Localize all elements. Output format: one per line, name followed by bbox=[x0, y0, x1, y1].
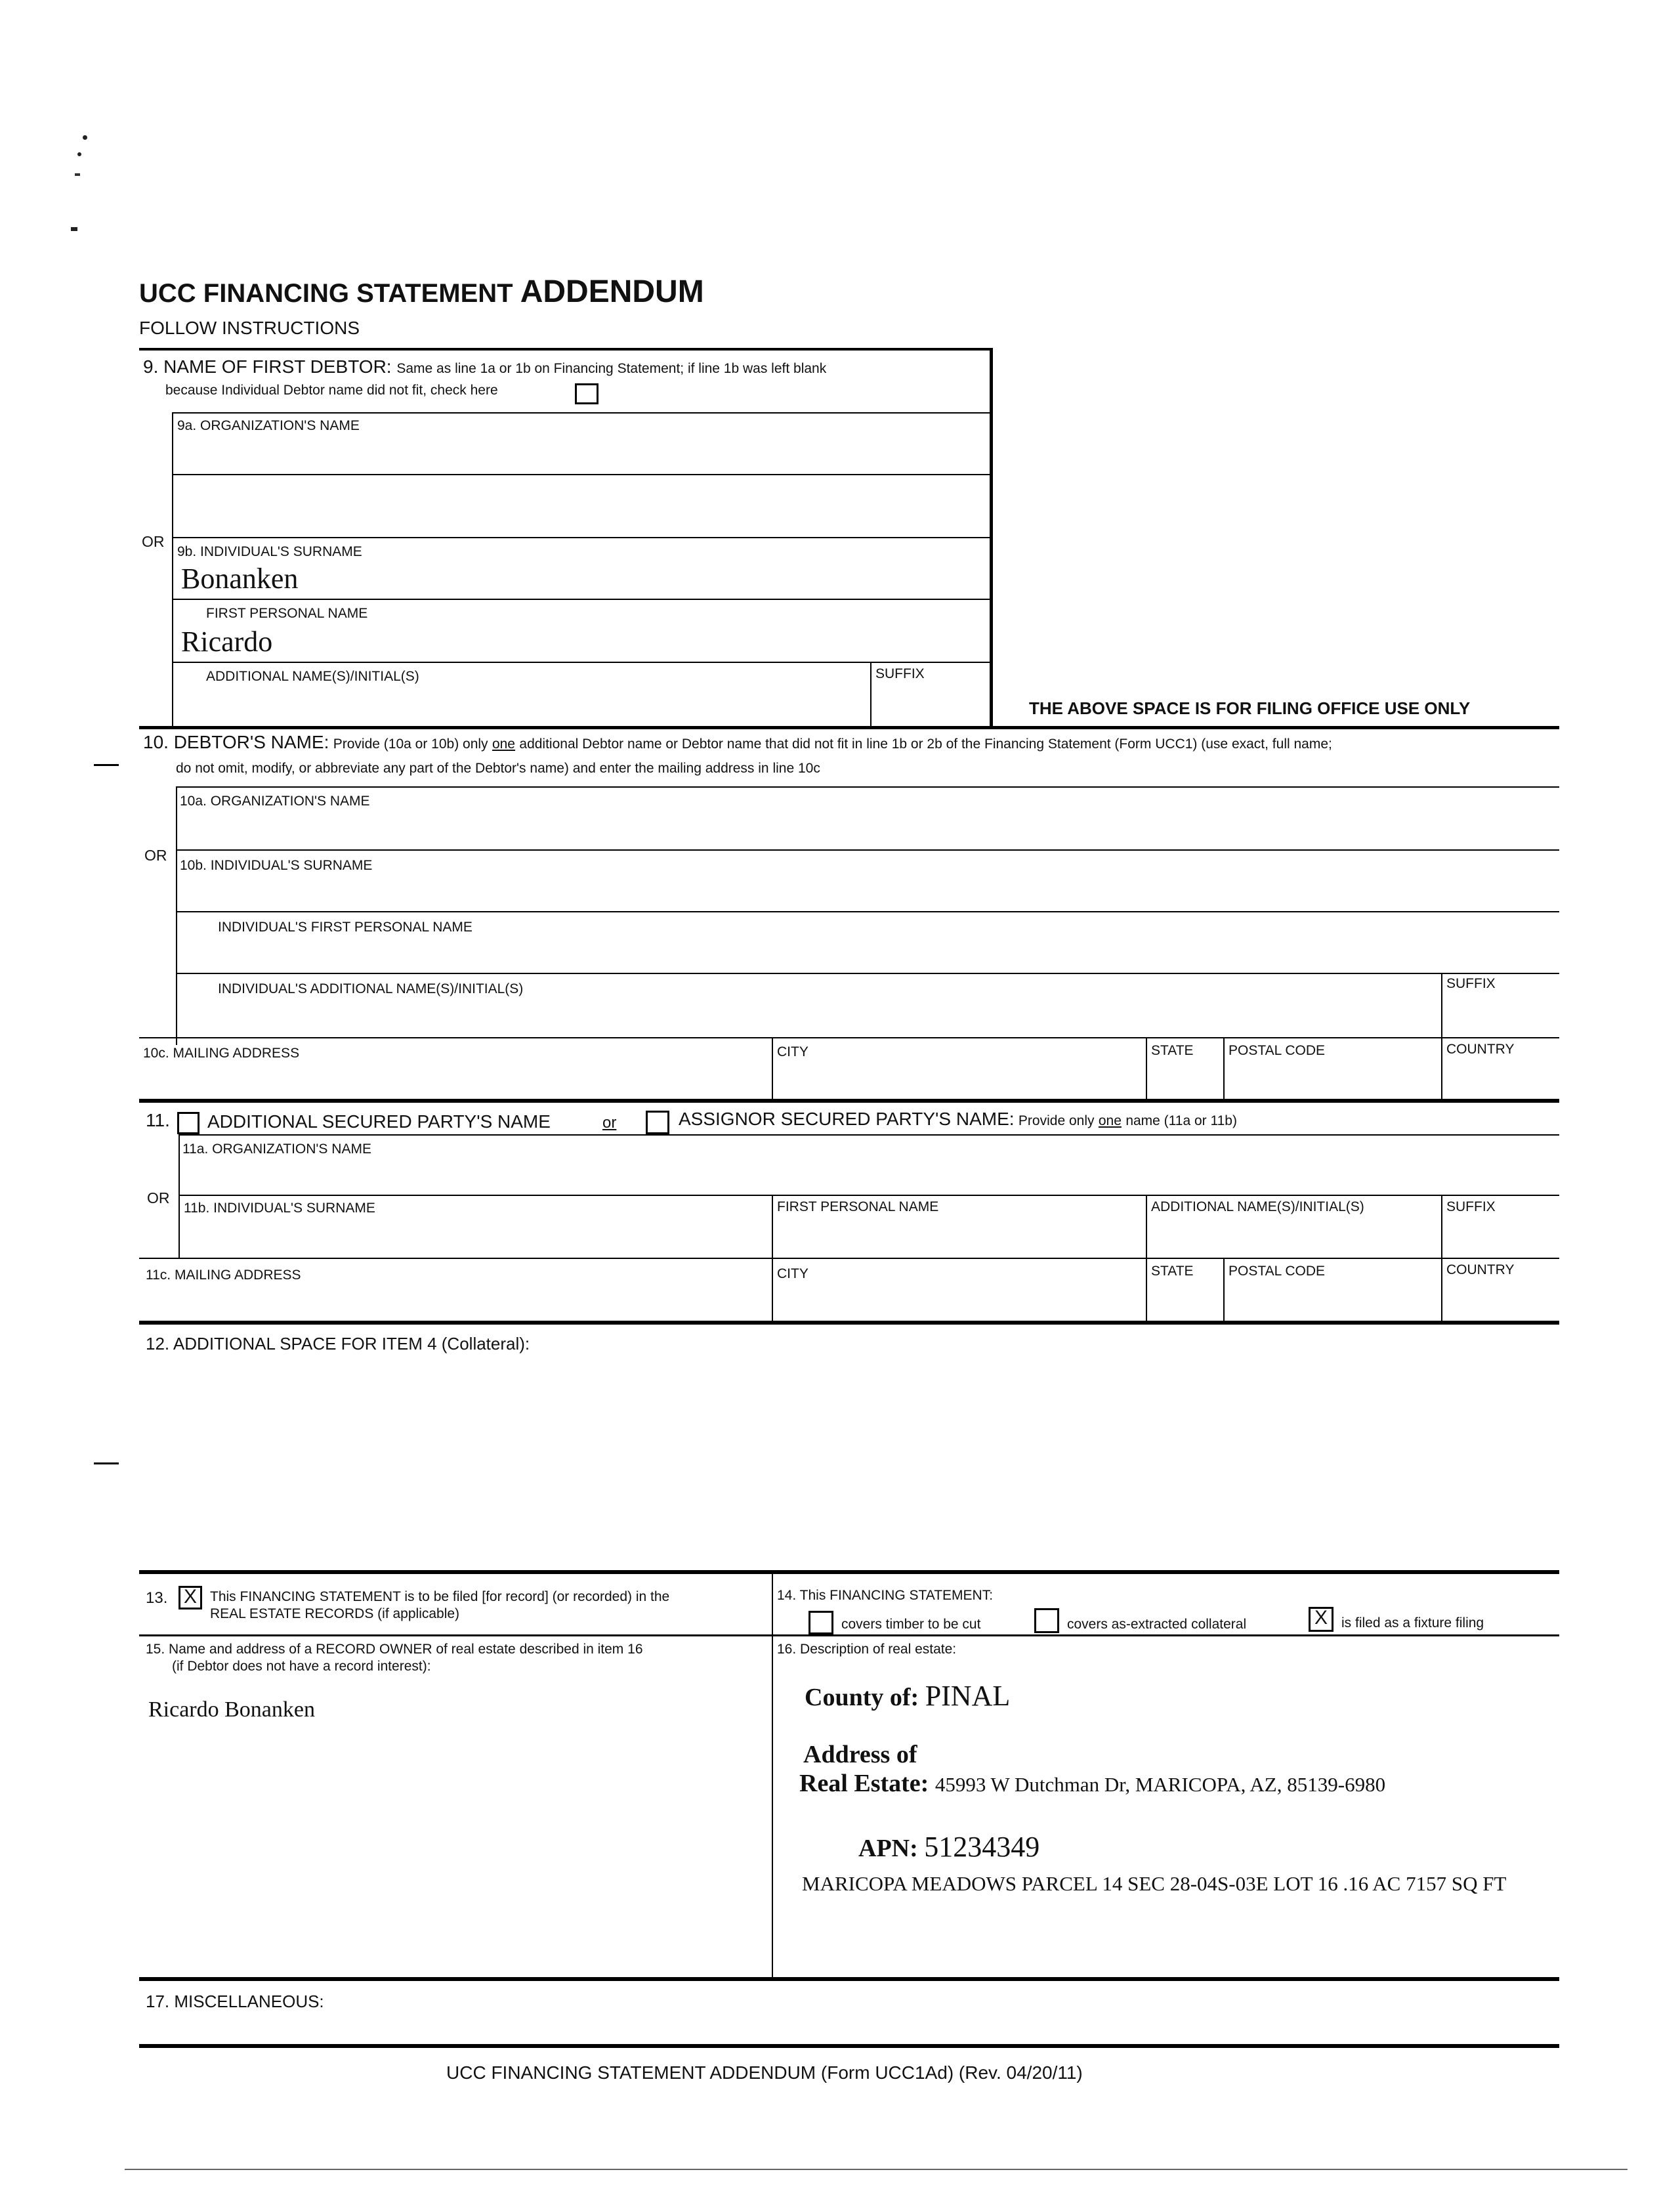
s15-text1: 15. Name and address of a RECORD OWNER of real estate described in item 16 bbox=[146, 1642, 643, 1657]
s14-extracted-checkbox[interactable] bbox=[1034, 1608, 1059, 1633]
s9-heading: 9. NAME OF FIRST DEBTOR: Same as line 1a or 1b on Financing Statement; if line 1b was left blank bbox=[143, 356, 827, 377]
s11-or: OR bbox=[147, 1189, 170, 1206]
scan-mark bbox=[83, 135, 87, 140]
s10-instr2: do not omit, modify, or abbreviate any part of the Debtor's name) and enter the mailing address in line 10c bbox=[176, 761, 820, 776]
s10-first-label: INDIVIDUAL'S FIRST PERSONAL NAME bbox=[218, 920, 472, 935]
s16-address-label1: Address of bbox=[803, 1741, 917, 1768]
s11a-label: 11a. ORGANIZATION'S NAME bbox=[182, 1141, 371, 1157]
scan-mark bbox=[77, 152, 81, 156]
s10c-label: 10c. MAILING ADDRESS bbox=[143, 1046, 300, 1061]
s11-heading: 11. bbox=[146, 1110, 170, 1130]
s13-number: 13. bbox=[146, 1589, 168, 1607]
follow-instructions: FOLLOW INSTRUCTIONS bbox=[139, 318, 360, 338]
s11c-label: 11c. MAILING ADDRESS bbox=[146, 1268, 301, 1283]
s10-postal-label: POSTAL CODE bbox=[1228, 1043, 1326, 1058]
s9-surname-value[interactable]: Bonanken bbox=[181, 563, 299, 595]
s16-county bbox=[805, 1682, 1010, 1712]
s9-or: OR bbox=[142, 533, 165, 550]
s16-address-label2: Real Estate: bbox=[799, 1770, 929, 1797]
s15-owner[interactable]: Ricardo Bonanken bbox=[148, 1697, 315, 1722]
s15-text2: (if Debtor does not have a record interest): bbox=[172, 1659, 431, 1674]
scan-mark bbox=[75, 173, 80, 176]
scan-mark bbox=[71, 227, 77, 231]
s10-heading: 10. DEBTOR'S NAME: Provide (10a or 10b) only one additional Debtor name or Debtor name that did not fit in line 1b or 2b of the Financing Statement (Form UCC1) (use exact, full name; bbox=[143, 732, 1332, 752]
filing-office-note: THE ABOVE SPACE IS FOR FILING OFFICE USE ONLY bbox=[1029, 698, 1471, 718]
s16-apn bbox=[858, 1833, 1040, 1863]
s9-checkbox[interactable] bbox=[575, 383, 598, 404]
s16-address bbox=[799, 1770, 1385, 1799]
s16-county-label: County of: bbox=[805, 1684, 919, 1711]
s16-county-value: PINAL bbox=[925, 1680, 1011, 1712]
s9a-label: 9a. ORGANIZATION'S NAME bbox=[177, 418, 360, 433]
s11-first-label: FIRST PERSONAL NAME bbox=[777, 1199, 939, 1214]
s11-state-label: STATE bbox=[1151, 1264, 1194, 1279]
s10-country-label: COUNTRY bbox=[1446, 1042, 1515, 1057]
s9-first-label: FIRST PERSONAL NAME bbox=[206, 606, 368, 621]
s11-country-label: COUNTRY bbox=[1446, 1262, 1515, 1277]
s9-first-value[interactable]: Ricardo bbox=[181, 626, 273, 658]
scan-edge bbox=[125, 2169, 1628, 2170]
form-footer: UCC FINANCING STATEMENT ADDENDUM (Form UCC1Ad) (Rev. 04/20/11) bbox=[446, 2062, 1083, 2083]
s11-assignor-label: ASSIGNOR SECURED PARTY'S NAME: Provide only one name (11a or 11b) bbox=[679, 1109, 1237, 1129]
s10-state-label: STATE bbox=[1151, 1043, 1194, 1058]
s16-apn-value: 51234349 bbox=[924, 1831, 1040, 1863]
s14-timber-checkbox[interactable] bbox=[808, 1611, 833, 1634]
s11-city-label: CITY bbox=[777, 1266, 808, 1281]
s11-additional-checkbox[interactable] bbox=[177, 1112, 200, 1134]
s11-assignor-checkbox[interactable] bbox=[646, 1111, 669, 1134]
s16-apn-label: APN: bbox=[858, 1835, 918, 1862]
s16-address-value: 45993 W Dutchman Dr, MARICOPA, AZ, 85139-6980 bbox=[934, 1773, 1386, 1796]
s11-additional-label: ADDITIONAL SECURED PARTY'S NAME bbox=[207, 1111, 551, 1132]
s10b-label: 10b. INDIVIDUAL'S SURNAME bbox=[180, 858, 373, 873]
s13-checkbox[interactable]: X bbox=[178, 1586, 202, 1609]
s10a-label: 10a. ORGANIZATION'S NAME bbox=[180, 794, 370, 809]
form-title bbox=[139, 276, 704, 310]
s9-additional-label: ADDITIONAL NAME(S)/INITIAL(S) bbox=[206, 669, 419, 684]
s11-additional-label: ADDITIONAL NAME(S)/INITIAL(S) bbox=[1151, 1199, 1364, 1214]
s11-or-word: or bbox=[602, 1114, 617, 1132]
s10-additional-label: INDIVIDUAL'S ADDITIONAL NAME(S)/INITIAL(S) bbox=[218, 981, 524, 996]
s14-fixture-checkbox[interactable]: X bbox=[1309, 1607, 1334, 1632]
s14-fixture-label: is filed as a fixture filing bbox=[1341, 1615, 1484, 1630]
s9-instr2: because Individual Debtor name did not fit, check here bbox=[165, 383, 498, 398]
title-addendum: ADDENDUM bbox=[520, 274, 704, 309]
margin-dash bbox=[94, 764, 119, 766]
s16-heading: 16. Description of real estate: bbox=[777, 1642, 957, 1657]
s14-heading: 14. This FINANCING STATEMENT: bbox=[777, 1588, 994, 1603]
s11-suffix-label: SUFFIX bbox=[1446, 1199, 1496, 1214]
s14-timber-label: covers timber to be cut bbox=[841, 1617, 981, 1632]
s10-suffix-label: SUFFIX bbox=[1446, 976, 1496, 991]
s16-legal: MARICOPA MEADOWS PARCEL 14 SEC 28-04S-03E LOT 16 .16 AC 7157 SQ FT bbox=[802, 1872, 1507, 1895]
s10-city-label: CITY bbox=[777, 1044, 808, 1059]
s13-text2: REAL ESTATE RECORDS (if applicable) bbox=[210, 1606, 460, 1621]
s11-postal-label: POSTAL CODE bbox=[1228, 1264, 1326, 1279]
s13-text1: This FINANCING STATEMENT is to be filed [for record] (or recorded) in the bbox=[210, 1589, 670, 1604]
s9-suffix-label: SUFFIX bbox=[875, 666, 925, 681]
s9b-label: 9b. INDIVIDUAL'S SURNAME bbox=[177, 544, 362, 559]
s10-or: OR bbox=[144, 847, 167, 864]
s17-heading: 17. MISCELLANEOUS: bbox=[146, 1992, 324, 2011]
margin-dash bbox=[94, 1462, 119, 1464]
s12-heading: 12. ADDITIONAL SPACE FOR ITEM 4 (Collateral): bbox=[146, 1334, 530, 1353]
title-main: UCC FINANCING STATEMENT bbox=[139, 279, 513, 308]
s14-extracted-label: covers as-extracted collateral bbox=[1067, 1617, 1247, 1632]
s11b-label: 11b. INDIVIDUAL'S SURNAME bbox=[184, 1201, 375, 1216]
